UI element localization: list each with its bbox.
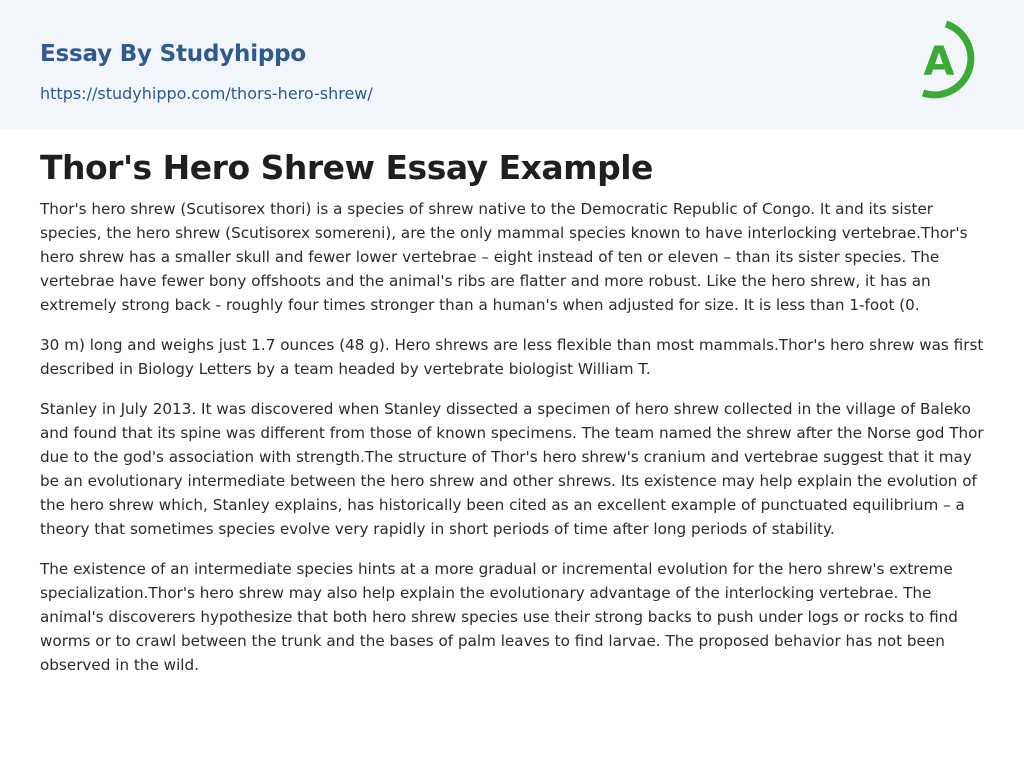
- page-url-link[interactable]: https://studyhippo.com/thors-hero-shrew/: [40, 84, 373, 103]
- site-brand[interactable]: Essay By Studyhippo: [40, 41, 307, 67]
- article-paragraph-3: Stanley in July 2013. It was discovered when Stanley dissected a specimen of hero shrew collected in the village of Baleko and found that its spine was different from those of known specimens. The team named the shrew after the Norse god Thor due to the god's association with strength.The structure of Thor's hero shrew's cranium and vertebrae suggest that it may be an evolutionary intermediate between the hero shrew and other shrews. Its existence may help explain the evolution of the hero shrew which, Stanley explains, has historically been cited as an excellent example of punctuated equilibrium – a theory that sometimes species evolve very rapidly in short periods of time after long periods of stability.: [40, 400, 984, 538]
- article-paragraph-4: The existence of an intermediate species hints at a more gradual or incremental evolution for the hero shrew's extreme specialization.Thor's hero shrew may also help explain the evolutionary advantage of the interlocking vertebrae. The animal's discoverers hypothesize that both hero shrew species use their strong backs to push under logs or rocks to find worms or to crawl between the trunk and the bases of palm leaves to find larvae. The proposed behavior has not been observed in the wild.: [40, 560, 958, 674]
- studyhippo-logo-icon[interactable]: [910, 18, 988, 106]
- page-title: Thor's Hero Shrew Essay Example: [40, 148, 653, 187]
- article-paragraph-1: Thor's hero shrew (Scutisorex thori) is a species of shrew native to the Democratic Republic of Congo. It and its sister species, the hero shrew (Scutisorex somereni), are the only mammal species known to have interlocking vertebrae.Thor's hero shrew has a smaller skull and fewer lower vertebrae – eight instead of ten or eleven – than its sister species. The vertebrae have fewer bony offshoots and the animal's ribs are flatter and more robust. Like the hero shrew, it has an extremely strong back - roughly four times stronger than a human's when adjusted for size. It is less than 1-foot (0.: [40, 200, 968, 314]
- site-header: [0, 0, 1024, 129]
- article-paragraph-2: 30 m) long and weighs just 1.7 ounces (48 g). Hero shrews are less flexible than most mammals.Thor's hero shrew was first described in Biology Letters by a team headed by vertebrate biologist William T.: [40, 336, 984, 378]
- logo-letter: A: [923, 39, 955, 85]
- article: [40, 145, 990, 693]
